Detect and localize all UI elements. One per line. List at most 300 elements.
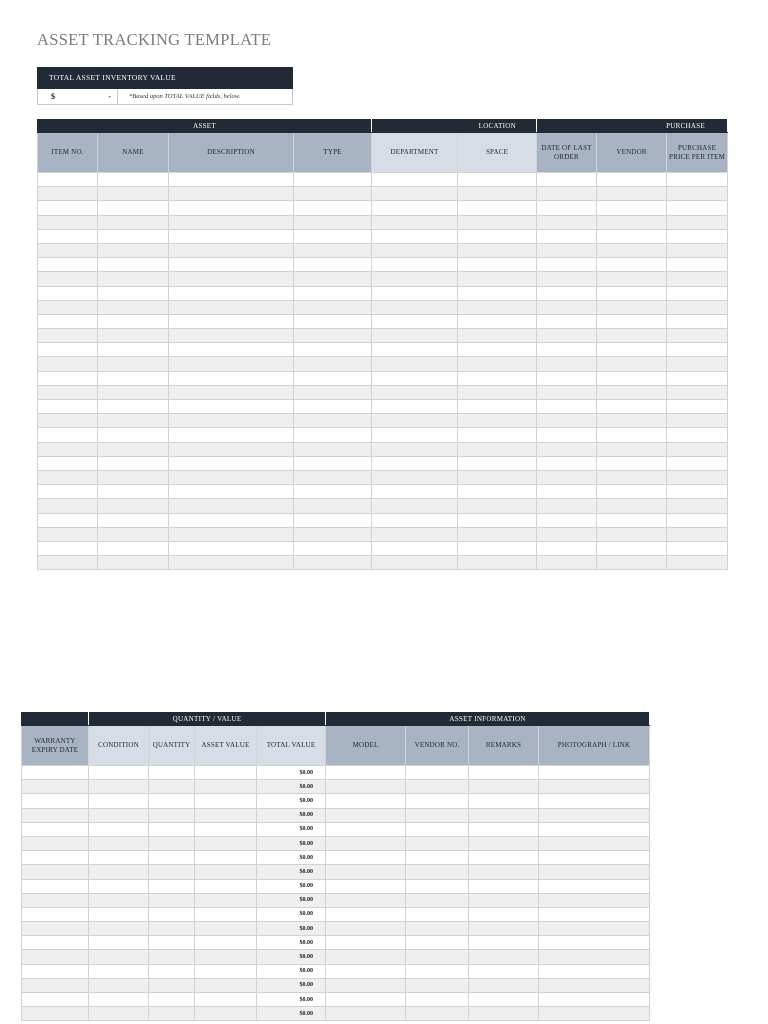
table-cell[interactable] <box>537 371 597 385</box>
table-cell[interactable] <box>372 286 458 300</box>
table-cell[interactable] <box>22 822 89 836</box>
table-cell[interactable] <box>38 173 98 187</box>
table-cell[interactable] <box>38 527 98 541</box>
table-cell[interactable] <box>406 964 469 978</box>
table-cell[interactable] <box>469 922 539 936</box>
table-cell[interactable] <box>98 541 169 555</box>
table-cell[interactable] <box>537 173 597 187</box>
table-cell[interactable] <box>195 836 257 850</box>
table-cell[interactable] <box>294 329 372 343</box>
table-cell[interactable] <box>458 329 537 343</box>
table-cell[interactable] <box>667 527 728 541</box>
table-cell[interactable] <box>372 556 458 570</box>
table-cell[interactable] <box>667 215 728 229</box>
table-cell[interactable] <box>469 964 539 978</box>
table-cell[interactable] <box>537 329 597 343</box>
table-cell[interactable] <box>597 513 667 527</box>
table-cell[interactable] <box>294 272 372 286</box>
table-cell[interactable] <box>458 541 537 555</box>
table-cell[interactable] <box>89 808 149 822</box>
table-cell[interactable] <box>149 879 195 893</box>
table-cell[interactable] <box>38 314 98 328</box>
table-cell[interactable] <box>469 794 539 808</box>
table-cell[interactable] <box>537 442 597 456</box>
table-cell[interactable] <box>195 808 257 822</box>
table-cell[interactable] <box>372 173 458 187</box>
table-cell[interactable] <box>22 893 89 907</box>
table-cell[interactable] <box>195 950 257 964</box>
table-cell[interactable] <box>667 329 728 343</box>
table-cell[interactable] <box>98 357 169 371</box>
table-cell[interactable] <box>169 173 294 187</box>
table-cell[interactable] <box>22 766 89 780</box>
table-cell[interactable] <box>326 851 406 865</box>
table-cell[interactable] <box>469 1007 539 1021</box>
table-cell[interactable] <box>326 978 406 992</box>
table-cell[interactable] <box>667 173 728 187</box>
table-cell[interactable] <box>539 950 650 964</box>
table-cell[interactable] <box>169 400 294 414</box>
table-cell[interactable] <box>539 822 650 836</box>
table-cell[interactable] <box>98 371 169 385</box>
table-cell[interactable] <box>372 400 458 414</box>
table-cell[interactable] <box>169 556 294 570</box>
table-cell[interactable] <box>195 780 257 794</box>
table-cell[interactable] <box>98 243 169 257</box>
table-cell[interactable] <box>539 907 650 921</box>
table-cell[interactable] <box>372 499 458 513</box>
table-cell[interactable] <box>458 442 537 456</box>
table-cell[interactable] <box>294 527 372 541</box>
table-cell[interactable] <box>597 371 667 385</box>
table-cell[interactable] <box>149 808 195 822</box>
table-cell[interactable] <box>326 993 406 1007</box>
table-cell[interactable] <box>539 794 650 808</box>
table-cell[interactable] <box>539 851 650 865</box>
table-cell[interactable] <box>98 400 169 414</box>
table-cell[interactable] <box>597 187 667 201</box>
table-cell[interactable] <box>458 286 537 300</box>
total-value-cell[interactable]: $0.00 <box>257 879 326 893</box>
table-cell[interactable] <box>372 428 458 442</box>
table-cell[interactable] <box>98 527 169 541</box>
table-cell[interactable] <box>294 286 372 300</box>
table-cell[interactable] <box>326 1007 406 1021</box>
table-cell[interactable] <box>597 385 667 399</box>
total-value-cell[interactable]: $0.00 <box>257 766 326 780</box>
table-cell[interactable] <box>195 822 257 836</box>
table-cell[interactable] <box>149 936 195 950</box>
table-cell[interactable] <box>372 456 458 470</box>
table-cell[interactable] <box>537 513 597 527</box>
table-cell[interactable] <box>667 258 728 272</box>
table-cell[interactable] <box>667 400 728 414</box>
table-cell[interactable] <box>38 187 98 201</box>
table-cell[interactable] <box>458 343 537 357</box>
table-cell[interactable] <box>469 836 539 850</box>
table-cell[interactable] <box>597 258 667 272</box>
table-cell[interactable] <box>294 556 372 570</box>
table-cell[interactable] <box>458 173 537 187</box>
table-cell[interactable] <box>195 978 257 992</box>
table-cell[interactable] <box>89 893 149 907</box>
table-cell[interactable] <box>372 314 458 328</box>
table-cell[interactable] <box>149 766 195 780</box>
table-cell[interactable] <box>195 794 257 808</box>
table-cell[interactable] <box>294 385 372 399</box>
table-cell[interactable] <box>406 865 469 879</box>
table-cell[interactable] <box>458 229 537 243</box>
table-cell[interactable] <box>89 907 149 921</box>
total-value-cell[interactable]: $0.00 <box>257 808 326 822</box>
table-cell[interactable] <box>539 879 650 893</box>
table-cell[interactable] <box>22 993 89 1007</box>
table-cell[interactable] <box>98 329 169 343</box>
table-cell[interactable] <box>38 286 98 300</box>
table-cell[interactable] <box>597 442 667 456</box>
table-cell[interactable] <box>326 964 406 978</box>
table-cell[interactable] <box>149 851 195 865</box>
table-cell[interactable] <box>326 865 406 879</box>
table-cell[interactable] <box>539 865 650 879</box>
table-cell[interactable] <box>597 329 667 343</box>
table-cell[interactable] <box>89 879 149 893</box>
table-cell[interactable] <box>537 300 597 314</box>
table-cell[interactable] <box>22 964 89 978</box>
table-cell[interactable] <box>597 272 667 286</box>
table-cell[interactable] <box>22 879 89 893</box>
table-cell[interactable] <box>89 780 149 794</box>
table-cell[interactable] <box>169 541 294 555</box>
table-cell[interactable] <box>89 822 149 836</box>
table-cell[interactable] <box>537 385 597 399</box>
table-cell[interactable] <box>195 865 257 879</box>
table-cell[interactable] <box>406 836 469 850</box>
total-value-cell[interactable]: $0.00 <box>257 851 326 865</box>
table-cell[interactable] <box>22 978 89 992</box>
table-cell[interactable] <box>372 187 458 201</box>
table-cell[interactable] <box>294 414 372 428</box>
table-cell[interactable] <box>149 893 195 907</box>
table-cell[interactable] <box>667 556 728 570</box>
table-cell[interactable] <box>597 556 667 570</box>
table-cell[interactable] <box>372 414 458 428</box>
table-cell[interactable] <box>667 456 728 470</box>
table-cell[interactable] <box>149 1007 195 1021</box>
table-cell[interactable] <box>98 215 169 229</box>
table-cell[interactable] <box>149 993 195 1007</box>
table-cell[interactable] <box>38 456 98 470</box>
table-cell[interactable] <box>372 357 458 371</box>
table-cell[interactable] <box>294 541 372 555</box>
table-cell[interactable] <box>597 243 667 257</box>
table-cell[interactable] <box>22 780 89 794</box>
table-cell[interactable] <box>458 556 537 570</box>
table-cell[interactable] <box>458 300 537 314</box>
table-cell[interactable] <box>195 851 257 865</box>
table-cell[interactable] <box>326 950 406 964</box>
table-cell[interactable] <box>294 201 372 215</box>
table-cell[interactable] <box>539 780 650 794</box>
table-cell[interactable] <box>195 964 257 978</box>
table-cell[interactable] <box>89 1007 149 1021</box>
table-cell[interactable] <box>195 879 257 893</box>
table-cell[interactable] <box>326 936 406 950</box>
table-cell[interactable] <box>98 343 169 357</box>
table-cell[interactable] <box>597 414 667 428</box>
table-cell[interactable] <box>98 272 169 286</box>
table-cell[interactable] <box>294 499 372 513</box>
table-cell[interactable] <box>98 456 169 470</box>
table-cell[interactable] <box>406 808 469 822</box>
table-cell[interactable] <box>372 258 458 272</box>
table-cell[interactable] <box>537 414 597 428</box>
table-cell[interactable] <box>38 414 98 428</box>
table-cell[interactable] <box>597 357 667 371</box>
table-cell[interactable] <box>469 950 539 964</box>
table-cell[interactable] <box>539 808 650 822</box>
total-value-cell[interactable]: $0.00 <box>257 936 326 950</box>
table-cell[interactable] <box>294 456 372 470</box>
table-cell[interactable] <box>38 371 98 385</box>
table-cell[interactable] <box>667 343 728 357</box>
table-cell[interactable] <box>458 428 537 442</box>
table-cell[interactable] <box>406 780 469 794</box>
table-cell[interactable] <box>597 215 667 229</box>
table-cell[interactable] <box>539 964 650 978</box>
table-cell[interactable] <box>469 936 539 950</box>
table-cell[interactable] <box>372 470 458 484</box>
table-cell[interactable] <box>169 385 294 399</box>
table-cell[interactable] <box>169 272 294 286</box>
table-cell[interactable] <box>149 794 195 808</box>
table-cell[interactable] <box>38 215 98 229</box>
total-value-cell[interactable]: $0.00 <box>257 836 326 850</box>
table-cell[interactable] <box>458 215 537 229</box>
table-cell[interactable] <box>98 499 169 513</box>
table-cell[interactable] <box>597 229 667 243</box>
table-cell[interactable] <box>458 201 537 215</box>
table-cell[interactable] <box>537 400 597 414</box>
total-value-cell[interactable]: $0.00 <box>257 950 326 964</box>
table-cell[interactable] <box>326 893 406 907</box>
table-cell[interactable] <box>38 201 98 215</box>
table-cell[interactable] <box>98 414 169 428</box>
table-cell[interactable] <box>326 836 406 850</box>
table-cell[interactable] <box>597 286 667 300</box>
table-cell[interactable] <box>667 229 728 243</box>
table-cell[interactable] <box>169 286 294 300</box>
table-cell[interactable] <box>22 907 89 921</box>
table-cell[interactable] <box>469 993 539 1007</box>
table-cell[interactable] <box>98 470 169 484</box>
table-cell[interactable] <box>195 936 257 950</box>
table-cell[interactable] <box>667 541 728 555</box>
table-cell[interactable] <box>406 907 469 921</box>
table-cell[interactable] <box>195 766 257 780</box>
table-cell[interactable] <box>149 865 195 879</box>
table-cell[interactable] <box>22 836 89 850</box>
table-cell[interactable] <box>406 851 469 865</box>
table-cell[interactable] <box>38 400 98 414</box>
table-cell[interactable] <box>469 822 539 836</box>
total-value-cell[interactable]: $0.00 <box>257 822 326 836</box>
total-value-cell[interactable]: $0.00 <box>257 993 326 1007</box>
table-cell[interactable] <box>38 343 98 357</box>
table-cell[interactable] <box>98 385 169 399</box>
table-cell[interactable] <box>326 822 406 836</box>
table-cell[interactable] <box>294 229 372 243</box>
table-cell[interactable] <box>597 201 667 215</box>
table-cell[interactable] <box>169 414 294 428</box>
table-cell[interactable] <box>38 428 98 442</box>
table-cell[interactable] <box>98 485 169 499</box>
table-cell[interactable] <box>406 879 469 893</box>
table-cell[interactable] <box>89 766 149 780</box>
table-cell[interactable] <box>38 556 98 570</box>
table-cell[interactable] <box>469 893 539 907</box>
table-cell[interactable] <box>539 1007 650 1021</box>
table-cell[interactable] <box>597 428 667 442</box>
table-cell[interactable] <box>372 371 458 385</box>
table-cell[interactable] <box>326 808 406 822</box>
total-value-cell[interactable]: $0.00 <box>257 964 326 978</box>
table-cell[interactable] <box>372 201 458 215</box>
table-cell[interactable] <box>537 428 597 442</box>
table-cell[interactable] <box>667 243 728 257</box>
table-cell[interactable] <box>469 879 539 893</box>
table-cell[interactable] <box>98 442 169 456</box>
table-cell[interactable] <box>469 865 539 879</box>
table-cell[interactable] <box>326 879 406 893</box>
table-cell[interactable] <box>294 173 372 187</box>
table-cell[interactable] <box>89 836 149 850</box>
table-cell[interactable] <box>294 485 372 499</box>
table-cell[interactable] <box>149 950 195 964</box>
table-cell[interactable] <box>537 229 597 243</box>
table-cell[interactable] <box>458 243 537 257</box>
table-cell[interactable] <box>372 442 458 456</box>
table-cell[interactable] <box>98 286 169 300</box>
table-cell[interactable] <box>149 922 195 936</box>
table-cell[interactable] <box>98 428 169 442</box>
table-cell[interactable] <box>537 258 597 272</box>
table-cell[interactable] <box>406 794 469 808</box>
table-cell[interactable] <box>38 272 98 286</box>
table-cell[interactable] <box>38 258 98 272</box>
table-cell[interactable] <box>195 907 257 921</box>
table-cell[interactable] <box>469 808 539 822</box>
table-cell[interactable] <box>38 513 98 527</box>
table-cell[interactable] <box>372 329 458 343</box>
table-cell[interactable] <box>469 766 539 780</box>
table-cell[interactable] <box>22 936 89 950</box>
table-cell[interactable] <box>38 470 98 484</box>
table-cell[interactable] <box>169 456 294 470</box>
table-cell[interactable] <box>22 794 89 808</box>
table-cell[interactable] <box>406 822 469 836</box>
table-cell[interactable] <box>326 766 406 780</box>
table-cell[interactable] <box>458 272 537 286</box>
table-cell[interactable] <box>597 343 667 357</box>
table-cell[interactable] <box>458 513 537 527</box>
table-cell[interactable] <box>98 229 169 243</box>
table-cell[interactable] <box>326 922 406 936</box>
table-cell[interactable] <box>597 314 667 328</box>
table-cell[interactable] <box>667 385 728 399</box>
total-value-cell[interactable]: $0.00 <box>257 780 326 794</box>
table-cell[interactable] <box>372 485 458 499</box>
table-cell[interactable] <box>469 907 539 921</box>
table-cell[interactable] <box>537 201 597 215</box>
table-cell[interactable] <box>169 215 294 229</box>
table-cell[interactable] <box>597 173 667 187</box>
table-cell[interactable] <box>406 1007 469 1021</box>
table-cell[interactable] <box>169 485 294 499</box>
table-cell[interactable] <box>22 865 89 879</box>
table-cell[interactable] <box>326 780 406 794</box>
table-cell[interactable] <box>667 187 728 201</box>
table-cell[interactable] <box>458 400 537 414</box>
table-cell[interactable] <box>149 978 195 992</box>
table-cell[interactable] <box>537 456 597 470</box>
table-cell[interactable] <box>38 229 98 243</box>
table-cell[interactable] <box>169 229 294 243</box>
table-cell[interactable] <box>667 201 728 215</box>
table-cell[interactable] <box>38 243 98 257</box>
table-cell[interactable] <box>89 794 149 808</box>
table-cell[interactable] <box>406 978 469 992</box>
table-cell[interactable] <box>294 442 372 456</box>
table-cell[interactable] <box>38 357 98 371</box>
table-cell[interactable] <box>458 357 537 371</box>
table-cell[interactable] <box>469 851 539 865</box>
table-cell[interactable] <box>537 243 597 257</box>
table-cell[interactable] <box>22 851 89 865</box>
table-cell[interactable] <box>294 470 372 484</box>
table-cell[interactable] <box>667 371 728 385</box>
table-cell[interactable] <box>89 978 149 992</box>
table-cell[interactable] <box>667 300 728 314</box>
table-cell[interactable] <box>469 780 539 794</box>
table-cell[interactable] <box>406 950 469 964</box>
table-cell[interactable] <box>89 922 149 936</box>
table-cell[interactable] <box>98 187 169 201</box>
table-cell[interactable] <box>372 243 458 257</box>
table-cell[interactable] <box>38 499 98 513</box>
table-cell[interactable] <box>372 385 458 399</box>
table-cell[interactable] <box>294 357 372 371</box>
table-cell[interactable] <box>89 950 149 964</box>
table-cell[interactable] <box>667 272 728 286</box>
table-cell[interactable] <box>326 907 406 921</box>
table-cell[interactable] <box>458 187 537 201</box>
table-cell[interactable] <box>294 400 372 414</box>
table-cell[interactable] <box>537 527 597 541</box>
table-cell[interactable] <box>169 314 294 328</box>
table-cell[interactable] <box>597 485 667 499</box>
table-cell[interactable] <box>597 527 667 541</box>
table-cell[interactable] <box>458 314 537 328</box>
table-cell[interactable] <box>458 527 537 541</box>
table-cell[interactable] <box>372 215 458 229</box>
table-cell[interactable] <box>149 822 195 836</box>
table-cell[interactable] <box>539 936 650 950</box>
table-cell[interactable] <box>294 215 372 229</box>
total-value-cell[interactable]: $0.00 <box>257 907 326 921</box>
table-cell[interactable] <box>89 993 149 1007</box>
table-cell[interactable] <box>294 343 372 357</box>
